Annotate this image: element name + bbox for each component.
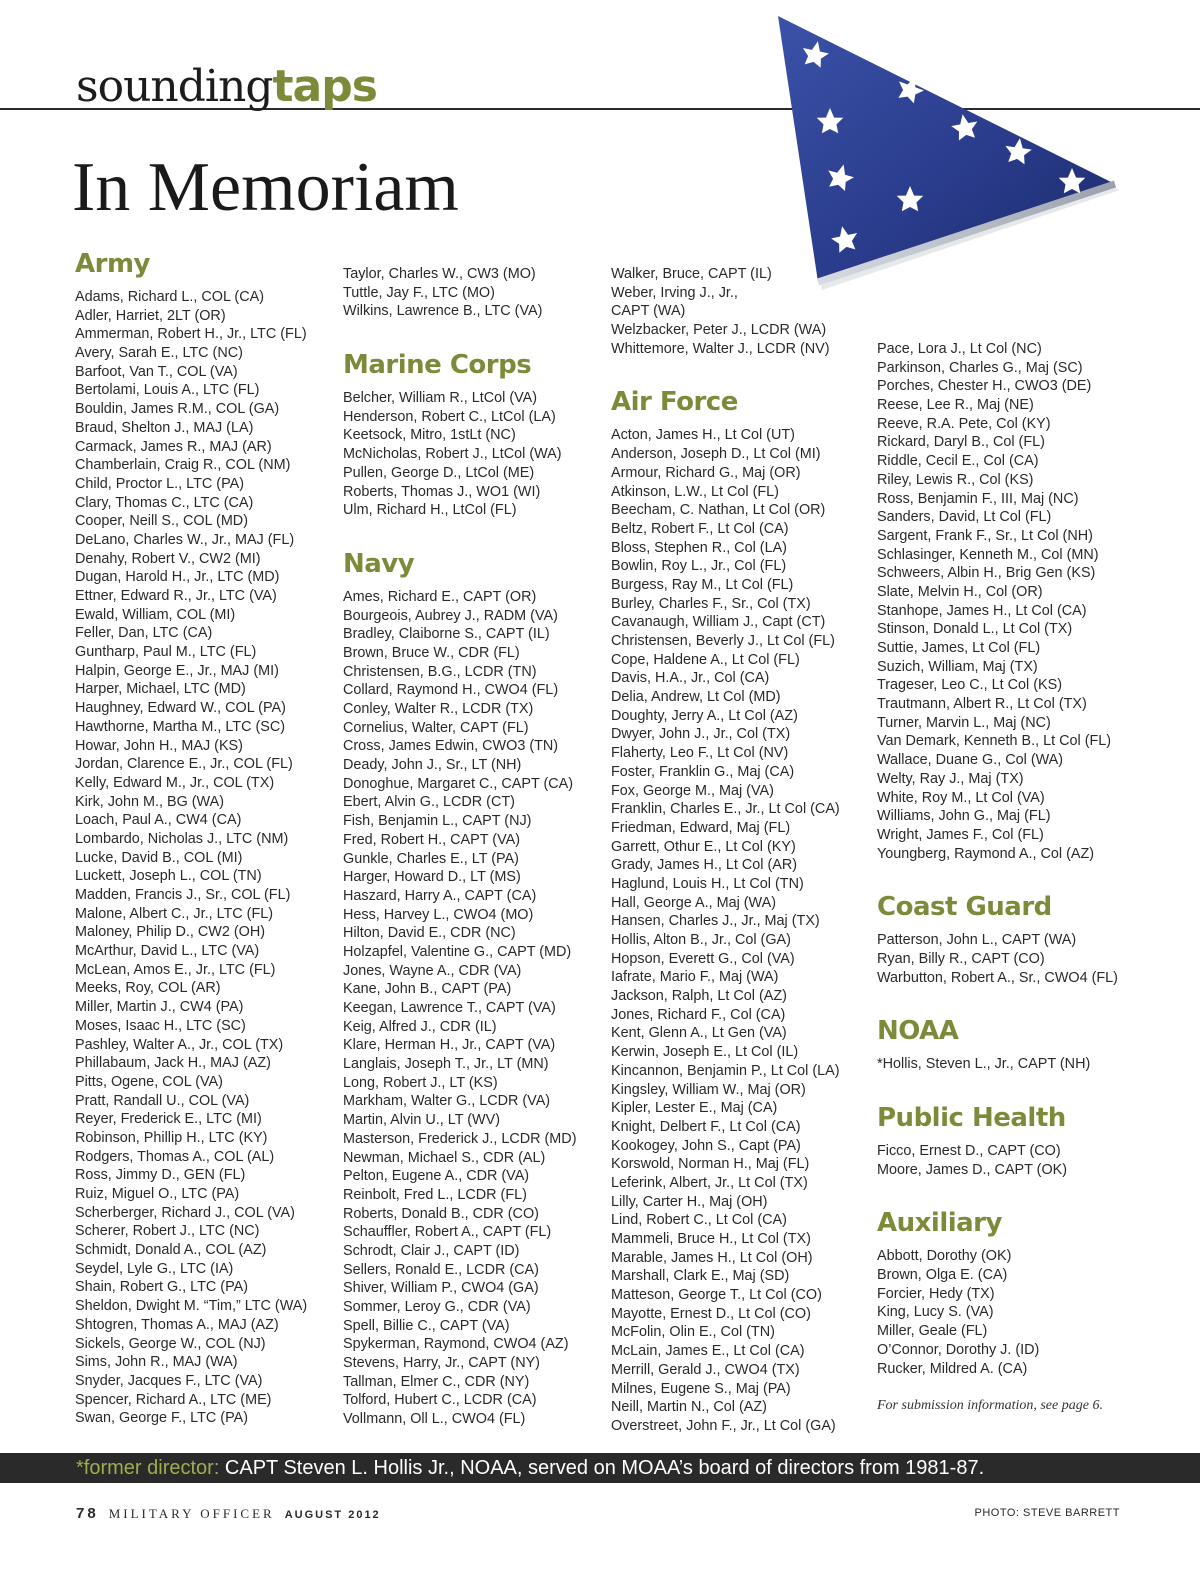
memorial-entry: Welzbacker, Peter J., LCDR (WA) — [611, 322, 827, 339]
section-kicker — [76, 62, 377, 112]
memorial-entry: Jordan, Clarence E., Jr., COL (FL) — [75, 756, 293, 773]
memorial-entry: Stanhope, James H., Lt Col (CA) — [877, 602, 1087, 619]
memorial-entry: Kincannon, Benjamin P., Lt Col (LA) — [611, 1062, 840, 1079]
memorial-entry: Reyer, Frederick E., LTC (MI) — [75, 1111, 262, 1128]
memorial-entry: CAPT (WA) — [611, 303, 686, 320]
memorial-entry: Kane, John B., CAPT (PA) — [343, 981, 512, 998]
memorial-entry: Hilton, David E., CDR (NC) — [343, 925, 516, 942]
memorial-entry: King, Lucy S. (VA) — [877, 1304, 994, 1321]
memorial-entry: Trautmann, Albert R., Lt Col (TX) — [877, 696, 1087, 713]
memorial-entry: Turner, Marvin L., Maj (NC) — [877, 714, 1051, 731]
section-heading-marine-corps: Marine Corps — [343, 350, 532, 381]
section-heading-auxiliary: Auxiliary — [877, 1208, 1002, 1239]
issue-date: AUGUST 2012 — [284, 1509, 381, 1521]
memorial-entry: McLean, Amos E., Jr., LTC (FL) — [75, 961, 276, 978]
memorial-entry: Sheldon, Dwight M. “Tim,” LTC (WA) — [75, 1298, 308, 1315]
memorial-entry: Clary, Thomas C., LTC (CA) — [75, 494, 254, 511]
former-director-bar — [0, 1453, 1200, 1483]
memorial-entry: Collard, Raymond H., CWO4 (FL) — [343, 682, 559, 699]
memorial-entry: Ewald, William, COL (MI) — [75, 606, 236, 623]
memorial-entry: Welty, Ray J., Maj (TX) — [877, 770, 1024, 787]
memorial-entry: Trageser, Leo C., Lt Col (KS) — [877, 677, 1063, 694]
memorial-entry: Loach, Paul A., CW4 (CA) — [75, 812, 242, 829]
memorial-entry: Scherer, Robert J., LTC (NC) — [75, 1223, 260, 1240]
kicker-sounding: sounding — [76, 61, 273, 112]
memorial-entry: Franklin, Charles E., Jr., Lt Col (CA) — [611, 801, 840, 818]
memorial-entry: Acton, James H., Lt Col (UT) — [611, 427, 795, 444]
memorial-entry: Rickard, Daryl B., Col (FL) — [877, 434, 1045, 451]
memorial-entry: Grady, James H., Lt Col (AR) — [611, 857, 798, 874]
memorial-entry: Newman, Michael S., CDR (AL) — [343, 1149, 546, 1166]
memorial-entry: Flaherty, Leo F., Lt Col (NV) — [611, 745, 789, 762]
memorial-entry: McFolin, Olin E., Col (TN) — [611, 1324, 775, 1341]
memorial-entry: Guntharp, Paul M., LTC (FL) — [75, 644, 257, 661]
navy-list-continued — [611, 265, 840, 358]
memorial-entry: Parkinson, Charles G., Maj (SC) — [877, 359, 1083, 376]
memorial-entry: Bloss, Stephen R., Col (LA) — [611, 539, 787, 556]
memorial-entry: Barfoot, Van T., COL (VA) — [75, 363, 238, 380]
memorial-entry: Kelly, Edward M., Jr., COL (TX) — [75, 774, 275, 791]
memorial-entry: Moore, James D., CAPT (OK) — [877, 1161, 1068, 1178]
memorial-entry: Keegan, Lawrence T., CAPT (VA) — [343, 1000, 556, 1016]
memorial-entry: Klare, Herman H., Jr., CAPT (VA) — [343, 1037, 556, 1054]
section-heading-air-force: Air Force — [611, 387, 738, 418]
memorial-entry: Reinbolt, Fred L., LCDR (FL) — [343, 1186, 527, 1203]
memorial-entry: Beecham, C. Nathan, Lt Col (OR) — [611, 502, 826, 519]
memorial-entry: Harper, Michael, LTC (MD) — [75, 681, 246, 698]
memorial-entry: Atkinson, L.W., Lt Col (FL) — [611, 483, 779, 500]
memorial-entry: Ruiz, Miguel O., LTC (PA) — [75, 1186, 240, 1202]
memorial-entry: Langlais, Joseph T., Jr., LT (MN) — [343, 1056, 549, 1073]
memorial-entry: Rucker, Mildred A. (CA) — [877, 1360, 1028, 1377]
memorial-entry: Hall, George A., Maj (WA) — [611, 894, 776, 911]
memorial-entry: Kent, Glenn A., Lt Gen (VA) — [611, 1025, 787, 1042]
memorial-entry: Keetsock, Mitro, 1stLt (NC) — [343, 427, 516, 444]
memorial-entry: Conley, Walter R., LCDR (TX) — [343, 701, 534, 717]
memorial-entry: Schrodt, Clair J., CAPT (ID) — [343, 1242, 520, 1259]
former-director-label: *former director: — [76, 1457, 220, 1479]
memorial-entry: Merrill, Gerald J., CWO4 (TX) — [611, 1361, 800, 1378]
memorial-entry: Jones, Wayne A., CDR (VA) — [343, 962, 522, 979]
memorial-entry: Iafrate, Mario F., Maj (WA) — [611, 969, 779, 986]
memorial-entry: Wright, James F., Col (FL) — [877, 826, 1044, 843]
memorial-entry: Schauffler, Robert A., CAPT (FL) — [343, 1224, 552, 1241]
memorial-entry: Friedman, Edward, Maj (FL) — [611, 819, 791, 836]
memorial-entry: Ross, Jimmy D., GEN (FL) — [75, 1167, 246, 1184]
memorial-entry: Anderson, Joseph D., Lt Col (MI) — [611, 446, 821, 463]
memorial-entry: Garrett, Othur E., Lt Col (KY) — [611, 838, 796, 855]
memorial-entry: Hansen, Charles J., Jr., Maj (TX) — [611, 913, 820, 930]
column-2 — [343, 265, 576, 1429]
memorial-entry: Tuttle, Jay F., LTC (MO) — [343, 284, 495, 301]
memorial-entry: Brown, Bruce W., CDR (FL) — [343, 644, 520, 661]
memorial-entry: Schmidt, Donald A., COL (AZ) — [75, 1242, 267, 1259]
memorial-entry: Hollis, Alton B., Jr., Col (GA) — [611, 932, 791, 948]
memorial-entry: Cope, Haldene A., Lt Col (FL) — [611, 651, 800, 668]
memorial-entry: Wilkins, Lawrence B., LTC (VA) — [343, 303, 543, 320]
page-folio — [76, 1505, 381, 1522]
memorial-entry: White, Roy M., Lt Col (VA) — [877, 789, 1045, 806]
memorial-entry: Scherberger, Richard J., COL (VA) — [75, 1204, 295, 1221]
memorial-entry: Suttie, James, Lt Col (FL) — [877, 640, 1041, 656]
memorial-entry: Hess, Harvey L., CWO4 (MO) — [343, 906, 534, 923]
memorial-entry: Harger, Howard D., LT (MS) — [343, 869, 521, 886]
memorial-entry: Haughney, Edward W., COL (PA) — [75, 700, 286, 717]
kicker-taps: taps — [272, 61, 377, 112]
memorial-entry: Bourgeois, Aubrey J., RADM (VA) — [343, 607, 558, 624]
memorial-entry: Robinson, Phillip H., LTC (KY) — [75, 1129, 268, 1146]
memorial-entry: Sanders, David, Lt Col (FL) — [877, 509, 1052, 526]
memorial-entry: Williams, John G., Maj (FL) — [877, 808, 1051, 825]
army-list — [75, 288, 307, 1428]
memorial-entry: Braud, Shelton J., MAJ (LA) — [75, 419, 254, 436]
memorial-entry: Reese, Lee R., Maj (NE) — [877, 397, 1034, 414]
memorial-entry: Bowlin, Roy L., Jr., Col (FL) — [611, 558, 787, 575]
memorial-entry: Sellers, Ronald E., LCDR (CA) — [343, 1261, 539, 1278]
memorial-entry: Kingsley, William W., Maj (OR) — [611, 1081, 806, 1098]
page-title: In Memoriam — [72, 149, 459, 226]
memorial-entry: Keig, Alfred J., CDR (IL) — [343, 1018, 497, 1035]
memorial-entry: Van Demark, Kenneth B., Lt Col (FL) — [877, 733, 1112, 750]
memorial-entry: Kirk, John M., BG (WA) — [75, 793, 224, 810]
page-number: 78 — [76, 1505, 99, 1522]
former-director-text: CAPT Steven L. Hollis Jr., NOAA, served on MOAA’s board of directors from 1981-87. — [219, 1457, 985, 1479]
memorial-entry: Kookogey, John S., Capt (PA) — [611, 1137, 801, 1154]
memorial-entry: Ulm, Richard H., LtCol (FL) — [343, 502, 517, 519]
memorial-entry: Sommer, Leroy G., CDR (VA) — [343, 1299, 531, 1315]
memorial-entry: Adler, Harriet, 2LT (OR) — [75, 307, 226, 324]
memorial-entry: Luckett, Joseph L., COL (TN) — [75, 868, 262, 885]
memorial-entry: Ross, Benjamin F., III, Maj (NC) — [877, 490, 1079, 507]
memorial-entry: Ryan, Billy R., CAPT (CO) — [877, 950, 1045, 967]
memorial-entry: Lilly, Carter H., Maj (OH) — [611, 1193, 768, 1210]
memorial-entry: Marshall, Clark E., Maj (SD) — [611, 1268, 790, 1285]
memorial-entry: Suzich, William, Maj (TX) — [877, 658, 1038, 675]
memorial-entry: Taylor, Charles W., CW3 (MO) — [343, 266, 536, 282]
memorial-entry: *Hollis, Steven L., Jr., CAPT (NH) — [877, 1056, 1091, 1073]
memorial-entry: Roberts, Thomas J., WO1 (WI) — [343, 483, 541, 500]
memorial-entry: Cavanaugh, William J., Capt (CT) — [611, 614, 826, 631]
memorial-entry: Knight, Delbert F., Lt Col (CA) — [611, 1118, 801, 1135]
memorial-entry: Foster, Franklin G., Maj (CA) — [611, 763, 795, 780]
memorial-entry: Jones, Richard F., Col (CA) — [611, 1006, 786, 1023]
memorial-entry: Masterson, Frederick J., LCDR (MD) — [343, 1130, 577, 1147]
memorial-entry: Jackson, Ralph, Lt Col (AZ) — [611, 988, 787, 1005]
memorial-entry: Adams, Richard L., COL (CA) — [75, 289, 264, 305]
memorial-entry: Moses, Isaac H., LTC (SC) — [75, 1017, 246, 1034]
memorial-entry: Weber, Irving J., Jr., — [611, 284, 738, 301]
memorial-entry: Burgess, Ray M., Lt Col (FL) — [611, 576, 794, 593]
memorial-entry: McNicholas, Robert J., LtCol (WA) — [343, 446, 562, 463]
column-1 — [75, 248, 307, 1428]
memorial-entry: Bradley, Claiborne S., CAPT (IL) — [343, 626, 550, 643]
memorial-entry: Patterson, John L., CAPT (WA) — [877, 932, 1077, 949]
memorial-entry: Cornelius, Walter, CAPT (FL) — [343, 719, 529, 736]
memorial-entry: Pace, Lora J., Lt Col (NC) — [877, 341, 1042, 357]
memorial-entry: Schlasinger, Kenneth M., Col (MN) — [877, 546, 1099, 563]
memorial-entry: McArthur, David L., LTC (VA) — [75, 943, 260, 960]
memorial-entry: Markham, Walter G., LCDR (VA) — [343, 1093, 551, 1110]
memorial-entry: Spykerman, Raymond, CWO4 (AZ) — [343, 1336, 569, 1353]
memorial-entry: Warbutton, Robert A., Sr., CWO4 (FL) — [877, 969, 1118, 986]
memorial-entry: Lombardo, Nicholas J., LTC (NM) — [75, 830, 289, 847]
memorial-entry: Roberts, Donald B., CDR (CO) — [343, 1205, 539, 1222]
memorial-entry: Pelton, Eugene A., CDR (VA) — [343, 1168, 530, 1185]
memorial-entry: Tallman, Elmer C., CDR (NY) — [343, 1373, 530, 1390]
memorial-entry: Maloney, Philip D., CW2 (OH) — [75, 924, 266, 941]
memorial-entry: Miller, Martin J., CW4 (PA) — [75, 999, 244, 1016]
column-3 — [611, 265, 840, 1436]
memorial-entry: Christensen, B.G., LCDR (TN) — [343, 663, 537, 680]
navy-list — [343, 588, 576, 1429]
section-heading-navy: Navy — [343, 548, 415, 579]
section-heading-public-health: Public Health — [877, 1103, 1066, 1133]
memorial-entry: Ettner, Edward R., Jr., LTC (VA) — [75, 588, 277, 604]
air-force-list-continued — [877, 340, 1118, 863]
submission-note: For submission information, see page 6. — [877, 1398, 1103, 1414]
memorial-entry: Ficco, Ernest D., CAPT (CO) — [877, 1143, 1061, 1159]
memorial-entry: Whittemore, Walter J., LCDR (NV) — [611, 340, 830, 357]
memorial-entry: Tolford, Hubert C., LCDR (CA) — [343, 1392, 537, 1409]
memorial-entry: Haglund, Louis H., Lt Col (TN) — [611, 875, 804, 892]
memorial-entry: Henderson, Robert C., LtCol (LA) — [343, 408, 556, 425]
memorial-entry: Meeks, Roy, COL (AR) — [75, 980, 221, 997]
memorial-entry: Gunkle, Charles E., LT (PA) — [343, 850, 519, 867]
marine-corps-list — [343, 389, 576, 520]
section-heading-coast-guard: Coast Guard — [877, 892, 1052, 923]
memorial-entry: Swan, George F., LTC (PA) — [75, 1410, 249, 1427]
memorial-entry: Martin, Alvin U., LT (WV) — [343, 1112, 500, 1129]
memorial-entry: Stinson, Donald L., Lt Col (TX) — [877, 621, 1073, 638]
memorial-entry: Reeve, R.A. Pete, Col (KY) — [877, 415, 1051, 432]
memorial-entry: Vollmann, Oll L., CWO4 (FL) — [343, 1411, 526, 1428]
memorial-entry: Shtogren, Thomas A., MAJ (AZ) — [75, 1316, 279, 1333]
memorial-entry: Neill, Martin N., Col (AZ) — [611, 1399, 767, 1416]
memorial-entry: Doughty, Jerry A., Lt Col (AZ) — [611, 707, 798, 724]
memorial-entry: Stevens, Harry, Jr., CAPT (NY) — [343, 1355, 540, 1372]
memorial-entry: Avery, Sarah E., LTC (NC) — [75, 345, 243, 362]
memorial-entry: Overstreet, John F., Jr., Lt Col (GA) — [611, 1417, 836, 1434]
memorial-entry: Ammerman, Robert H., Jr., LTC (FL) — [75, 326, 307, 343]
public-health-list — [877, 1142, 1118, 1179]
memorial-entry: Ames, Richard E., CAPT (OR) — [343, 588, 537, 605]
memorial-entry: Marable, James H., Lt Col (OH) — [611, 1249, 813, 1266]
memorial-entry: Davis, H.A., Jr., Col (CA) — [611, 670, 770, 687]
memorial-entry: Howar, John H., MAJ (KS) — [75, 737, 243, 754]
memorial-entry: Seydel, Lyle G., LTC (IA) — [75, 1260, 234, 1277]
memorial-entry: Forcier, Hedy (TX) — [877, 1285, 995, 1302]
memorial-entry: Ebert, Alvin G., LCDR (CT) — [343, 794, 515, 811]
memorial-entry: Fox, George M., Maj (VA) — [611, 782, 774, 799]
memorial-entry: Youngberg, Raymond A., Col (AZ) — [877, 845, 1095, 862]
section-heading-army: Army — [75, 249, 150, 279]
memorial-entry: Delia, Andrew, Lt Col (MD) — [611, 689, 781, 706]
memorial-entry: Pratt, Randall U., COL (VA) — [75, 1092, 250, 1109]
memorial-entry: Rodgers, Thomas A., COL (AL) — [75, 1148, 275, 1165]
air-force-list — [611, 426, 840, 1435]
memorial-entry: Lind, Robert C., Lt Col (CA) — [611, 1212, 787, 1229]
memorial-entry: Fish, Benjamin L., CAPT (NJ) — [343, 813, 532, 830]
memorial-entry: Shiver, William P., CWO4 (GA) — [343, 1280, 539, 1297]
memorial-entry: Leferink, Albert, Jr., Lt Col (TX) — [611, 1174, 808, 1191]
memorial-entry: Holzapfel, Valentine G., CAPT (MD) — [343, 943, 572, 960]
memorial-entry: Dugan, Harold H., Jr., LTC (MD) — [75, 569, 280, 586]
memorial-entry: Korswold, Norman H., Maj (FL) — [611, 1156, 810, 1173]
memorial-entry: Sickels, George W., COL (NJ) — [75, 1335, 266, 1352]
memorial-entry: Long, Robert J., LT (KS) — [343, 1074, 498, 1091]
memorial-entry: Snyder, Jacques F., LTC (VA) — [75, 1372, 263, 1389]
memorial-entry: Kipler, Lester E., Maj (CA) — [611, 1100, 778, 1117]
memorial-entry: Feller, Dan, LTC (CA) — [75, 625, 213, 642]
memorial-entry: Denahy, Robert V., CW2 (MI) — [75, 550, 261, 567]
noaa-list — [877, 1055, 1118, 1074]
memorial-entry: Malone, Albert C., Jr., LTC (FL) — [75, 905, 274, 922]
memorial-entry: DeLano, Charles W., Jr., MAJ (FL) — [75, 531, 295, 548]
folded-flag-photo — [760, 0, 1140, 310]
memorial-entry: Cross, James Edwin, CWO3 (TN) — [343, 738, 559, 755]
memorial-entry: Porches, Chester H., CWO3 (DE) — [877, 378, 1092, 395]
memorial-entry: Dwyer, John J., Jr., Col (TX) — [611, 726, 791, 743]
memorial-entry: Haszard, Harry A., CAPT (CA) — [343, 887, 537, 904]
memorial-entry: Walker, Bruce, CAPT (IL) — [611, 266, 772, 282]
auxiliary-list — [877, 1247, 1118, 1378]
memorial-entry: Sargent, Frank F., Sr., Lt Col (NH) — [877, 527, 1093, 544]
memorial-entry: Chamberlain, Craig R., COL (NM) — [75, 457, 291, 474]
memorial-entry: Burley, Charles F., Sr., Col (TX) — [611, 595, 811, 612]
memorial-entry: Belcher, William R., LtCol (VA) — [343, 390, 538, 407]
memorial-entry: Sims, John R., MAJ (WA) — [75, 1354, 238, 1371]
memorial-entry: Pashley, Walter A., Jr., COL (TX) — [75, 1036, 284, 1053]
memorial-entry: Christensen, Beverly J., Lt Col (FL) — [611, 633, 835, 649]
memorial-entry: Milnes, Eugene S., Maj (PA) — [611, 1380, 791, 1397]
memorial-entry: Carmack, James R., MAJ (AR) — [75, 438, 272, 455]
memorial-entry: Shain, Robert G., LTC (PA) — [75, 1279, 249, 1296]
memorial-entry: Slate, Melvin H., Col (OR) — [877, 583, 1043, 600]
memorial-entry: Bertolami, Louis A., LTC (FL) — [75, 382, 260, 399]
section-heading-noaa: NOAA — [877, 1016, 959, 1047]
memorial-entry: Wallace, Duane G., Col (WA) — [877, 752, 1064, 769]
memorial-entry: Phillabaum, Jack H., MAJ (AZ) — [75, 1055, 271, 1072]
memorial-entry: Riley, Lewis R., Col (KS) — [877, 471, 1034, 488]
memorial-entry: Cooper, Neill S., COL (MD) — [75, 513, 248, 530]
memorial-entry: Brown, Olga E. (CA) — [877, 1267, 1008, 1284]
memorial-entry: Bouldin, James R.M., COL (GA) — [75, 401, 280, 418]
army-list-continued — [343, 265, 576, 321]
memorial-entry: McLain, James E., Lt Col (CA) — [611, 1343, 805, 1360]
memorial-entry: Beltz, Robert F., Lt Col (CA) — [611, 520, 789, 537]
magazine-name: MILITARY OFFICER — [108, 1506, 275, 1521]
memorial-entry: Schweers, Albin H., Brig Gen (KS) — [877, 565, 1096, 582]
memorial-entry: Miller, Geale (FL) — [877, 1323, 988, 1340]
memorial-entry: Armour, Richard G., Maj (OR) — [611, 464, 801, 481]
memorial-entry: Donoghue, Margaret C., CAPT (CA) — [343, 775, 574, 792]
memorial-entry: Pitts, Ogene, COL (VA) — [75, 1073, 223, 1090]
memorial-entry: Riddle, Cecil E., Col (CA) — [877, 453, 1039, 470]
photo-credit: PHOTO: STEVE BARRETT — [974, 1507, 1120, 1519]
memorial-entry: Fred, Robert H., CAPT (VA) — [343, 831, 520, 848]
memorial-entry: Hopson, Everett G., Col (VA) — [611, 950, 795, 967]
memorial-entry: Deady, John J., Sr., LT (NH) — [343, 757, 522, 774]
memorial-entry: Spencer, Richard A., LTC (ME) — [75, 1391, 272, 1408]
memorial-entry: Hawthorne, Martha M., LTC (SC) — [75, 718, 286, 735]
memorial-entry: Child, Proctor L., LTC (PA) — [75, 475, 244, 492]
memorial-entry: Kerwin, Joseph E., Lt Col (IL) — [611, 1044, 799, 1061]
memorial-entry: Mammeli, Bruce H., Lt Col (TX) — [611, 1231, 811, 1247]
memorial-entry: Matteson, George T., Lt Col (CO) — [611, 1287, 822, 1304]
memorial-entry: Halpin, George E., Jr., MAJ (MI) — [75, 662, 279, 679]
memorial-entry: Madden, Francis J., Sr., COL (FL) — [75, 887, 291, 903]
memorial-entry: Abbott, Dorothy (OK) — [877, 1248, 1012, 1265]
memorial-entry: O’Connor, Dorothy J. (ID) — [877, 1341, 1040, 1358]
column-4 — [877, 340, 1118, 1414]
memorial-entry: Mayotte, Ernest D., Lt Col (CO) — [611, 1305, 811, 1322]
memorial-entry: Spell, Billie C., CAPT (VA) — [343, 1317, 510, 1334]
coast-guard-list — [877, 931, 1118, 987]
memorial-entry: Pullen, George D., LtCol (ME) — [343, 464, 535, 481]
memorial-entry: Lucke, David B., COL (MI) — [75, 849, 243, 866]
